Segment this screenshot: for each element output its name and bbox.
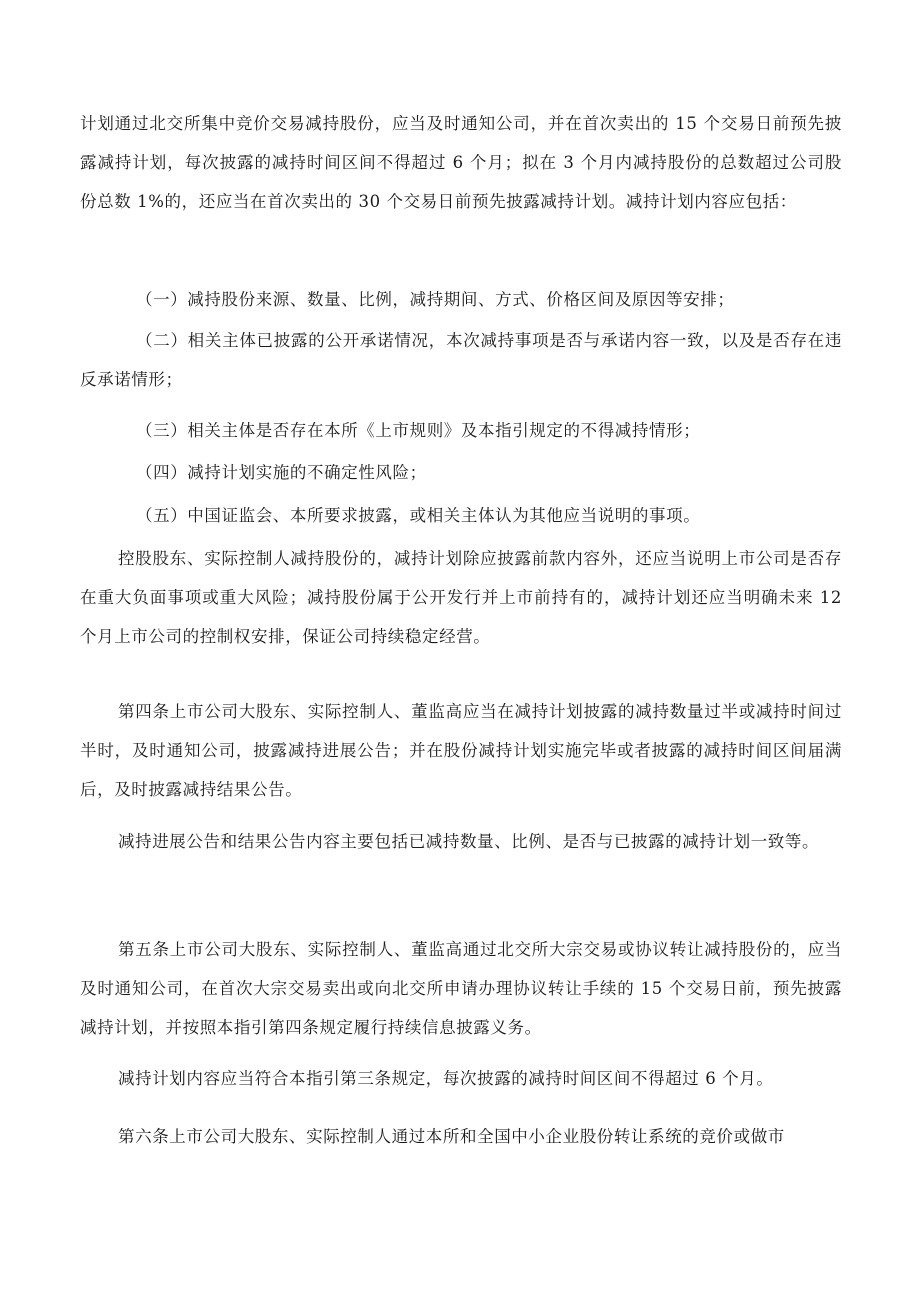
paragraph-article-6: 第六条上市公司大股东、实际控制人通过本所和全国中小企业股份转让系统的竞价或做市	[118, 1127, 785, 1146]
paragraph-progress-announcement: 减持进展公告和结果公告内容主要包括已减持数量、比例、是否与已披露的减持计划一致等。	[118, 832, 820, 851]
paragraph-article-5: 第五条上市公司大股东、实际控制人、董监高通过北交所大宗交易或协议转让减持股份的，应当及时通知公司，在首次大宗交易卖出或向北交所申请办理协议转让手续的 15 个交易日前，预先披露减持计划，并按照本指引第四条规定履行持续信息披露义务。	[80, 940, 842, 1037]
paragraph-controlling-shareholder: 控股股东、实际控制人减持股份的，减持计划除应披露前款内容外，还应当说明上市公司是否存在重大负面事项或重大风险；减持股份属于公开发行并上市前持有的，减持计划还应当明确未来 12 个月上市公司的控制权安排，保证公司持续稳定经营。	[80, 549, 842, 646]
paragraph-item-1: （一）减持股份来源、数量、比例，减持期间、方式、价格区间及原因等安排；	[136, 290, 735, 309]
paragraph-plan-content: 减持计划内容应当符合本指引第三条规定，每次披露的减持时间区间不得超过 6 个月。	[118, 1069, 774, 1088]
paragraph-item-4: （四）减持计划实施的不确定性风险；	[136, 463, 427, 482]
paragraph-item-3: （三）相关主体是否存在本所《上市规则》及本指引规定的不得减持情形；	[136, 421, 701, 440]
paragraph-article-4: 第四条上市公司大股东、实际控制人、董监高应当在减持计划披露的减持数量过半或减持时间过半时，及时通知公司，披露减持进展公告；并在股份减持计划实施完毕或者披露的减持时间区间届满后，及时披露减持结果公告。	[80, 702, 842, 799]
paragraph-item-5: （五）中国证监会、本所要求披露，或相关主体认为其他应当说明的事项。	[136, 506, 701, 525]
paragraph-reduction-plan-intro: 计划通过北交所集中竞价交易减持股份，应当及时通知公司，并在首次卖出的 15 个交易日前预先披露减持计划，每次披露的减持时间区间不得超过 6 个月；拟在 3 个月内减持股份的总数超过公司股份总数 1%的，还应当在首次卖出的 30 个交易日前预先披露减持计划。减持计划内容应包括：	[80, 114, 842, 211]
paragraph-item-2: （二）相关主体已披露的公开承诺情况，本次减持事项是否与承诺内容一致，以及是否存在违反承诺情形；	[80, 331, 842, 389]
